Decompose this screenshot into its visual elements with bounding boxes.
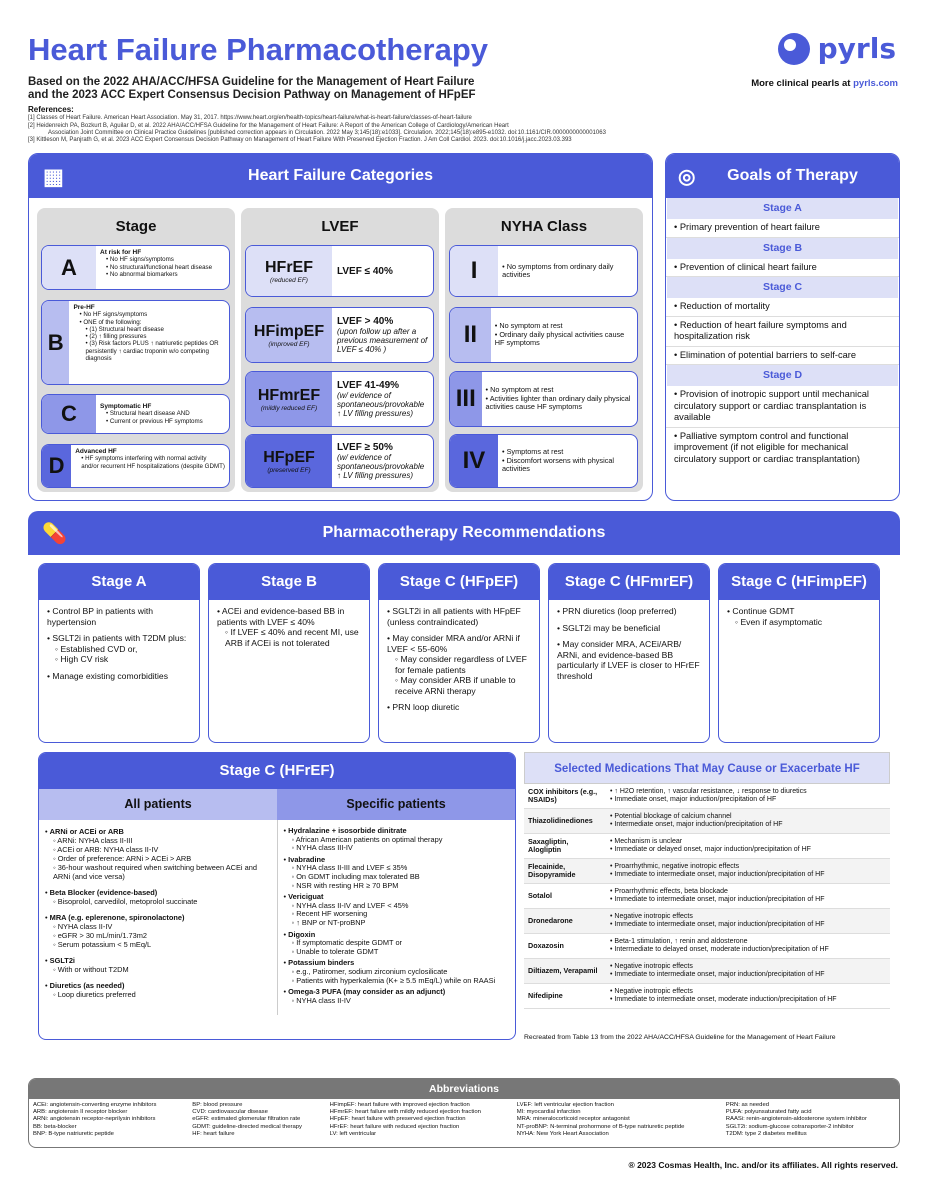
hfmref-box [245,371,434,427]
lvef-heading: LVEF [321,218,359,235]
stage-column [37,208,235,492]
drug-class: Ivabradine [288,854,326,864]
table-row [524,934,890,959]
goal-stage-label: Stage C [667,277,898,298]
stage-letter: B [42,301,69,384]
rec-item: • Control BP in patients with hypertension [47,606,191,627]
hfimpef-recs [718,563,880,743]
nyha-iii-box [449,371,638,427]
abbr-item: PUFA: polyunsaturated fatty acid [725,1109,812,1116]
stage-heading: Stage [115,218,157,235]
goal-item: • Primary prevention of heart failure [666,219,899,238]
ef-note: (w/ evidence of spontaneous/provokable ↑ LV filling pressures) [337,391,425,418]
pill-icon: 💊 [42,523,67,545]
med-name: Dronedarone [528,915,573,925]
ef-value: LVEF > 40% [337,316,394,327]
rec-subitem: ◦ High CV risk [55,654,191,665]
table-row [524,859,890,884]
abbr-item: NYHA: New York Heart Association [516,1130,609,1137]
table-row [524,809,890,834]
abbr-item: HFpEF: heart failure with preserved ejection fraction [329,1116,466,1123]
drug-note: ◦ Serum potassium < 5 mEq/L [53,940,271,949]
nyha-item: • No symptom at rest [495,322,633,331]
med-effect: • Proarrhythmic effects, beta blockade [610,888,886,896]
stage-item: • (2) ↑ filling pressures [79,333,225,340]
ef-abbr: HFpEF [263,448,315,466]
goal-item: • Reduction of heart failure symptoms and hospitalization risk [666,317,899,347]
abbr-item: HFmrEF: heart failure with mildly reduced ejection fraction [329,1109,481,1116]
references-title: References: [28,105,74,114]
drug-note: ◦ Unable to tolerate GDMT [292,948,510,957]
med-effect: • Immediate onset, major induction/precipitation of HF [610,796,886,804]
abbr-column [330,1102,517,1138]
rec-item: • May consider MRA, ACEi/ARB/ ARNi, and evidence-based BB particularly if LVEF is closer to HFrEF threshold [557,639,701,681]
abbr-item: HF: heart failure [192,1130,235,1137]
goal-stage-label: Stage D [667,365,898,386]
ef-abbr: HFrEF [265,258,313,276]
drug-note: ◦ Loop diuretics preferred [53,990,271,999]
ef-value: LVEF 41-49% [337,380,400,391]
abbr-item: BNP: B-type natriuretic peptide [33,1130,114,1137]
stage-item: • (1) Structural heart disease [79,326,225,333]
all-patients-heading: All patients [39,789,277,820]
stage-item: • No HF signs/symptoms [79,311,225,318]
stage-item: • ONE of the following: [79,319,225,326]
abbr-item: PRN: as needed [725,1102,770,1108]
rec-item: • PRN diuretics (loop preferred) [557,606,701,617]
nyha-item: • Symptoms at rest [502,448,633,457]
drug-note: ◦ Patients with hyperkalemia (K+ ≥ 5.5 mEq/L) while on RAASi [292,977,510,986]
hfref-title: Stage C (HFrEF) [39,753,515,789]
abbr-item: ARB: angiotensin II receptor blocker [33,1109,128,1116]
abbr-item: MI: myocardial infarction [516,1109,581,1116]
stage-item: • No abnormal biomarkers [106,271,212,278]
nyha-column [445,208,643,492]
nyha-i-box [449,245,638,297]
drug-class: Vericiguat [288,892,324,902]
med-effect: • Intermediate onset, major induction/precipitation of HF [610,821,886,829]
rec-item: May consider MRA and/or ARNi if LVEF < 55-60% [387,633,520,654]
nyha-num: IV [450,435,498,487]
rec-title: Stage C (HFmrEF) [549,564,709,600]
goal-item: • Elimination of potential barriers to self-care [666,347,899,366]
rec-item: SGLT2i in patients with T2DM plus: [52,633,187,643]
abbr-item: BP: blood pressure [192,1102,243,1108]
table-row [524,884,890,909]
med-name: Diltiazem, Verapamil [528,965,598,975]
drug-class: Diuretics (as needed) [49,981,125,990]
goal-item: • Reduction of mortality [666,298,899,317]
goal-item: • Prevention of clinical heart failure [666,259,899,278]
med-effect: • Intermediate to delayed onset, moderate induction/precipitation of HF [610,946,886,954]
abbr-item: RAASi: renin-angiotensin-aldosterone system inhibitor [725,1116,867,1123]
drug-class: ARNi or ACEi or ARB [49,827,124,836]
stage-b-box [41,300,230,385]
stage-c-box [41,394,230,434]
drug-note: ◦ eGFR > 30 mL/min/1.73m2 [53,931,271,940]
nyha-item: • No symptoms from ordinary daily activities [502,263,633,280]
pearls-link[interactable]: pyrls.com [853,78,898,89]
abbr-item: HFimpEF: heart failure with improved ejection fraction [329,1102,470,1108]
med-name: Flecainide, Disopyramide [528,861,576,879]
drug-note: ◦ ↑ BNP or NT-proBNP [292,919,510,928]
hfpef-box [245,434,434,488]
abbr-column [517,1102,726,1138]
pharm-header [28,511,900,555]
goals-header [666,154,899,198]
drug-note: ◦ With or without T2DM [53,965,271,974]
goals-title: Goals of Therapy [727,167,858,184]
reference-item: [3] Kittleson M, Panjrath G, et al. 2023 ACC Expert Consensus Decision Pathway on Management of Heart Failure With Preserved Ejection Fraction. J Am Coll Cardiol. 2023. doi:10.1016/j.jacc.2023.03.393 [28,137,572,144]
rec-title: Stage B [209,564,369,600]
table-row [524,909,890,934]
ef-abbr: HFmrEF [257,386,321,404]
hfref-card [38,752,516,1040]
rec-title: Stage C (HFpEF) [379,564,539,600]
abbr-column [33,1102,192,1138]
abbr-item: NT-proBNP: N-terminal prohormone of B-type natriuretic peptide [516,1123,685,1130]
rec-subitem: ◦ Even if asymptomatic [735,617,871,628]
rec-subitem: ◦ If LVEF ≤ 40% and recent MI, use ARB if ACEi is not tolerated [225,627,361,648]
drug-note: ◦ NYHA class II-III and LVEF ≤ 35% [292,864,510,873]
drug-note: ◦ ACEi or ARB: NYHA class II-IV [53,845,271,854]
medications-table [524,752,890,1003]
all-patients-list [39,820,277,1015]
abbr-item: ACEi: angiotensin-converting enzyme inhibitors [33,1102,157,1108]
specific-patients-heading: Specific patients [277,789,515,820]
drug-note: ◦ NYHA class II-IV [292,997,510,1006]
rec-item: • PRN loop diuretic [387,702,531,713]
references [28,106,728,144]
drug-note: ◦ 36-hour washout required when switching between ACEi and ARNi (and vice versa) [53,863,271,881]
rec-item: • Manage existing comorbidities [47,671,191,682]
specific-patients-list [277,820,516,1015]
med-name: Sotalol [528,890,552,900]
med-effect: • Immediate to intermediate onset, major induction/precipitation of HF [610,921,886,929]
hfpef-recs [378,563,540,743]
rec-item: Continue GDMT [732,606,795,616]
nyha-num: III [450,372,482,426]
med-effect: • Negative inotropic effects [610,988,886,996]
med-effect: • Beta-1 stimulation, ↑ renin and aldosterone [610,938,886,946]
table-row [524,959,890,984]
drug-note: ◦ NYHA class II-IV and LVEF < 45% [292,902,510,911]
logo-circle-icon [778,33,810,65]
ef-note: (w/ evidence of spontaneous/provokable ↑ LV filling pressures) [337,453,425,480]
pharm-title: Pharmacotherapy Recommendations [322,524,606,541]
hfmref-recs [548,563,710,743]
rec-title: Stage C (HFimpEF) [719,564,879,600]
ef-value: LVEF ≥ 50% [337,442,393,453]
drug-note: ◦ Order of preference: ARNi > ACEi > ARB [53,854,271,863]
abbreviations-box [28,1078,900,1148]
ef-note: (upon follow up after a previous measurement of LVEF ≤ 40% ) [337,327,428,354]
med-effect: • Proarrhythmic, negative inotropic effects [610,863,886,871]
stage-item: • No HF signs/symptoms [106,256,212,263]
stage-item: • Current or previous HF symptoms [106,418,203,425]
drug-class: MRA (e.g. eplerenone, spironolactone) [49,913,185,922]
reference-item: Association Joint Committee on Clinical Practice Guidelines [published correction appears in Circulation. 2022 May 3;145(18):e1033]. Circulation. 2022;145(18):e895-e1032. doi:10.1161/CIR.0000000000001063 [48,129,606,136]
stage-item: • (3) Risk factors PLUS ↑ natriuretic peptides OR persistently ↑ cardiac troponin w/o competing diagnosis [79,340,225,362]
drug-class: Beta Blocker (evidence-based) [49,888,158,897]
stage-item: • No structural/functional heart disease [106,264,212,271]
abbr-item: MRA: mineralocorticoid receptor antagonist [516,1116,630,1123]
nyha-heading: NYHA Class [500,218,588,235]
stage-title: Advanced HF [75,448,117,455]
pyrls-logo [778,32,896,65]
stage-letter: D [42,445,71,487]
rec-title: Stage A [39,564,199,600]
abbr-item: CVD: cardiovascular disease [192,1109,268,1116]
nyha-item: • Activities lighter than ordinary daily physical activities cause HF symptoms [486,395,634,412]
abbr-item: LVEF: left ventricular ejection fraction [516,1102,614,1108]
heart-failure-categories-card [28,153,653,501]
drug-note: ◦ African American patients on optimal therapy [292,836,510,845]
drug-note: ◦ ARNi: NYHA class II-III [53,836,271,845]
categories-title: Heart Failure Categories [248,167,433,184]
med-effect: • Immediate to intermediate onset, moderate induction/precipitation of HF [610,996,886,1004]
ef-value: LVEF ≤ 40% [337,265,393,277]
reference-item: [2] Heidenreich PA, Bozkurt B, Aguilar D, et al. 2022 AHA/ACC/HFSA Guideline for the Management of Heart Failure: A Report of the American College of Cardiology/American Heart [28,122,509,129]
stage-item: • HF symptoms interfering with normal activity and/or recurrent HF hospitalizations (despite GDMT) [81,455,225,470]
abbr-item: SGLT2i: sodium-glucose cotransporter-2 inhibitor [725,1123,854,1130]
drug-class: Potassium binders [288,958,355,968]
stage-letter: C [42,395,96,433]
goal-item: • Palliative symptom control and functional improvement (if not eligible for mechanical circulatory support or cardiac transplantation) [666,428,899,469]
stage-letter: A [42,246,96,289]
med-effect: • Mechanism is unclear [610,838,886,846]
pearls-prefix: More clinical pearls at [751,78,854,89]
table-row [524,984,890,1009]
ef-abbr: HFimpEF [253,322,325,340]
med-name: Doxazosin [528,940,564,950]
table-row [524,834,890,859]
med-name: Saxagliptin, Alogliptin [528,836,569,854]
abbr-item: ARNi: angiotensin receptor-neprilysin inhibitors [33,1116,156,1123]
grid-icon: ▦ [43,164,64,189]
nyha-item: • No symptom at rest [486,386,634,395]
rec-subitem: ◦ Established CVD or, [55,644,191,655]
subtitle-line-1: Based on the 2022 AHA/ACC/HFSA Guideline for the Management of Heart Failure [28,76,475,88]
drug-note: ◦ NYHA class III-IV [292,844,510,853]
rec-item: ACEi and evidence-based BB in patients with LVEF ≤ 40% [217,606,345,627]
abbr-column [192,1102,329,1138]
ef-name: (preserved EF) [267,466,311,474]
nyha-iv-box [449,434,638,488]
nyha-ii-box [449,307,638,363]
rec-item: • SGLT2i may be beneficial [557,623,701,634]
abbr-item: eGFR: estimated glomerular filtration rate [192,1116,301,1123]
rec-subitem: ◦ May consider regardless of LVEF for female patients [395,654,531,675]
abbr-item: HFrEF: heart failure with reduced ejection fraction [329,1123,460,1130]
drug-note: ◦ NSR with resting HR ≥ 70 BPM [292,882,510,891]
med-effect: • Immediate to intermediate onset, major induction/precipitation of HF [610,971,886,979]
med-effect: • ↑ H2O retention, ↑ vascular resistance, ↓ response to diuretics [610,788,886,796]
drug-class: Hydralazine + isosorbide dinitrate [288,826,407,835]
goals-of-therapy-card [665,153,900,501]
med-name: COX inhibitors (e.g., NSAIDs) [528,786,598,804]
stage-a-box [41,245,230,290]
abbr-item: LV: left ventricular [329,1130,377,1137]
reference-item: [1] Classes of Heart Failure. American Heart Association. May 31, 2017. https://www.heart.org/en/health-topics/heart-failure/what-is-heart-failure/classes-of-heart-failure [28,115,472,122]
rec-subitem: ◦ May consider ARB if unable to receive ARNi therapy [395,675,531,696]
drug-note: ◦ Recent HF worsening [292,910,510,919]
abbr-item: BB: beta-blocker [33,1123,77,1130]
drug-class: Digoxin [288,929,316,939]
ef-name: (improved EF) [268,340,310,348]
abbreviations-title: Abbreviations [29,1079,899,1099]
table-source-note: Recreated from Table 13 from the 2022 AHA/ACC/HFSA Guideline for the Management of Heart Failure [524,1034,836,1041]
stage-item: • Structural heart disease AND [106,410,203,417]
nyha-num: II [450,308,491,362]
hfref-box [245,245,434,297]
drug-note: ◦ If symptomatic despite GDMT or [292,939,510,948]
stage-b-recs [208,563,370,743]
drug-note: ◦ e.g., Patiromer, sodium zirconium cyclosilicate [292,968,510,977]
table-row [524,784,890,809]
target-icon: ◎ [678,166,696,188]
drug-class: Omega-3 PUFA (may consider as an adjunct) [288,987,446,997]
subtitle-line-2: and the 2023 ACC Expert Consensus Decision Pathway on Management of HFpEF [28,89,476,101]
stage-d-box [41,444,230,488]
nyha-num: I [450,246,498,296]
med-name: Thiazolidinediones [528,815,593,825]
abbr-column [726,1102,895,1138]
med-name: Nifedipine [528,990,563,1000]
page-title: Heart Failure Pharmacotherapy [28,32,489,67]
goal-item: • Provision of inotropic support until mechanical circulatory support or cardiac transplantation is available [666,386,899,428]
stage-title: Pre-HF [73,304,95,311]
med-effect: • Immediate to intermediate onset, major induction/precipitation of HF [610,896,886,904]
med-effect: • Negative inotropic effects [610,913,886,921]
drug-note: ◦ Bisoprolol, carvedilol, metoprolol succinate [53,897,271,906]
lvef-column [241,208,439,492]
med-effect: • Negative inotropic effects [610,963,886,971]
drug-note: ◦ NYHA class II-IV [53,922,271,931]
categories-header [29,154,652,198]
abbr-item: T2DM: type 2 diabetes mellitus [725,1130,807,1137]
stage-title: Symptomatic HF [100,403,152,410]
med-effect: • Potential blockage of calcium channel [610,813,886,821]
ef-name: (mildly reduced EF) [260,404,318,412]
med-effect: • Immediate to intermediate onset, major induction/precipitation of HF [610,871,886,879]
med-effect: • Immediate or delayed onset, major induction/precipitation of HF [610,846,886,854]
logo-text: pyrls [817,32,896,65]
goal-stage-label: Stage B [667,238,898,259]
medications-title: Selected Medications That May Cause or Exacerbate HF [524,752,890,784]
goal-stage-label: Stage A [667,198,898,219]
ef-name: (reduced EF) [270,276,308,284]
nyha-item: • Discomfort worsens with physical activities [502,457,633,474]
nyha-item: • Ordinary daily physical activities cause HF symptoms [495,331,633,348]
drug-note: ◦ On GDMT including max tolerated BB [292,873,510,882]
stage-title: At risk for HF [100,249,142,256]
medications-rows [524,784,890,1009]
abbr-item: GDMT: guideline-directed medical therapy [192,1123,302,1130]
copyright: ® 2023 Cosmas Health, Inc. and/or its affiliates. All rights reserved. [628,1160,898,1170]
hfimpef-box [245,307,434,363]
pearls-line [751,78,898,89]
drug-class: SGLT2i [49,956,75,965]
stage-a-recs [38,563,200,743]
rec-item: • SGLT2i in all patients with HFpEF (unless contraindicated) [387,606,531,627]
